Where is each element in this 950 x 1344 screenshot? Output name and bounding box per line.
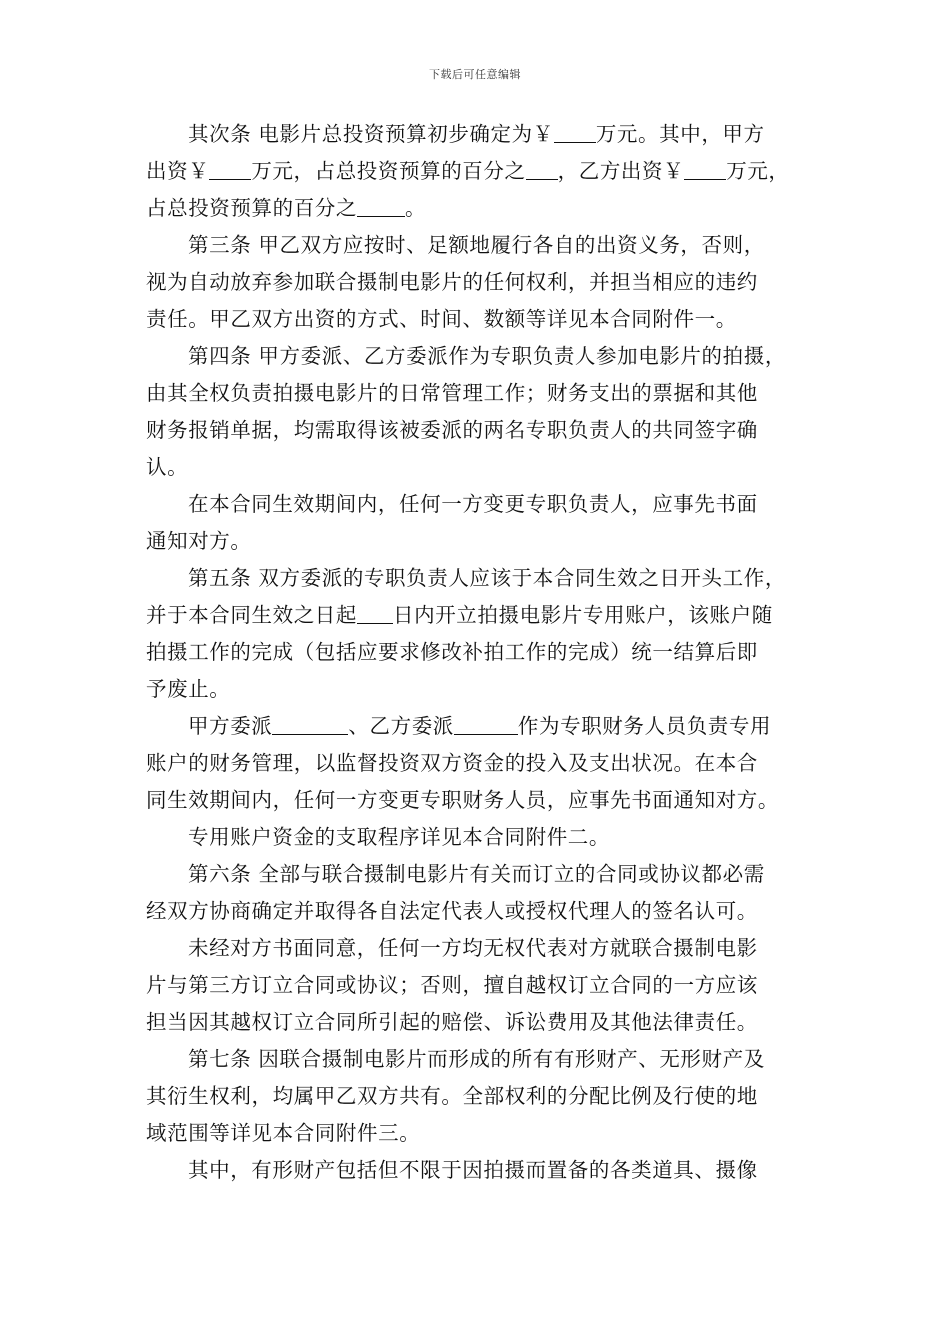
fill-in-blank [684,159,726,180]
text-line [146,745,806,782]
text-line [146,634,806,671]
text-line [146,1078,806,1115]
text-line [146,819,806,856]
text-segment: 、乙方委派 [348,714,454,738]
text-line [146,264,806,301]
text-segment: 予废止。 [146,677,231,701]
fill-in-blank [357,196,405,217]
text-line [146,301,806,338]
text-segment: 专用账户资金的支取程序详见本合同附件二。 [188,825,610,849]
text-line [146,523,806,560]
text-line [146,930,806,967]
text-segment: 万元。其中，甲方 [595,122,765,146]
text-segment: 财务报销单据，均需取得该被委派的两名专职负责人的共同签字确 [146,418,758,442]
text-line [146,560,806,597]
text-line [146,1004,806,1041]
text-line [146,671,806,708]
text-line [146,116,806,153]
text-segment: 第五条 双方委派的专职负责人应该于本合同生效之日开头工作， [188,566,786,590]
text-segment: ，乙方出资￥ [557,159,685,183]
text-line [146,412,806,449]
text-line [146,967,806,1004]
text-segment: 甲方委派 [188,714,273,738]
text-segment: 账户的财务管理，以监督投资双方资金的投入及支出状况。在本合 [146,751,758,775]
fill-in-blank [272,714,348,735]
text-segment: 未经对方书面同意，任何一方均无权代表对方就联合摄制电影 [188,936,758,960]
fill-in-blank [209,159,251,180]
text-segment: 同生效期间内，任何一方变更专职财务人员，应事先书面通知对方。 [146,788,779,812]
text-segment: 域范围等详见本合同附件三。 [146,1121,421,1145]
text-segment: 第四条 甲方委派、乙方委派作为专职负责人参加电影片的拍摄， [188,344,786,368]
text-segment: 占总投资预算的百分之 [146,196,357,220]
text-line [146,708,806,745]
document-body [146,116,806,1189]
text-line [146,1041,806,1078]
text-line [146,190,806,227]
text-line [146,856,806,893]
fill-in-blank [554,122,596,143]
fill-in-blank [357,603,393,624]
text-segment: 其衍生权利，均属甲乙双方共有。全部权利的分配比例及行使的地 [146,1084,758,1108]
fill-in-blank [526,159,558,180]
text-segment: 。 [405,196,427,220]
text-segment: 万元，占总投资预算的百分之 [251,159,526,183]
text-segment: 在本合同生效期间内，任何一方变更专职负责人，应事先书面 [188,492,758,516]
text-line [146,375,806,412]
text-segment: 认。 [146,455,189,479]
text-segment: 第六条 全部与联合摄制电影片有关而订立的合同或协议都必需 [188,862,765,886]
text-segment: 并于本合同生效之日起 [146,603,357,627]
text-segment: 日内开立拍摄电影片专用账户，该账户随 [393,603,773,627]
text-segment: 作为专职财务人员负责专用 [517,714,772,738]
text-segment: 视为自动放弃参加联合摄制电影片的任何权利，并担当相应的违约 [146,270,758,294]
text-segment: 出资￥ [146,159,210,183]
text-segment: 由其全权负责拍摄电影片的日常管理工作；财务支出的票据和其他 [146,381,758,405]
page-header: 下载后可任意编辑 [429,68,521,81]
text-line [146,153,806,190]
text-line [146,893,806,930]
text-segment: 担当因其越权订立合同所引起的赔偿、诉讼费用及其他法律责任。 [146,1010,758,1034]
text-line [146,1152,806,1189]
text-line [146,1115,806,1152]
text-segment: 片与第三方订立合同或协议；否则，擅自越权订立合同的一方应该 [146,973,758,997]
text-line [146,449,806,486]
text-segment: 其中，有形财产包括但不限于因拍摄而置备的各类道具、摄像 [188,1158,758,1182]
text-segment: 第七条 因联合摄制电影片而形成的所有有形财产、无形财产及 [188,1047,765,1071]
text-line [146,597,806,634]
text-line [146,782,806,819]
text-segment: 万元， [726,159,790,183]
text-segment: 通知对方。 [146,529,252,553]
text-line [146,227,806,264]
text-line [146,338,806,375]
fill-in-blank [454,714,518,735]
text-segment: 第三条 甲乙双方应按时、足额地履行各自的出资义务，否则， [188,233,765,257]
text-segment: 其次条 电影片总投资预算初步确定为￥ [188,122,554,146]
text-segment: 经双方协商确定并取得各自法定代表人或授权代理人的签名认可。 [146,899,758,923]
text-line [146,486,806,523]
text-segment: 责任。甲乙双方出资的方式、时间、数额等详见本合同附件一。 [146,307,737,331]
text-segment: 拍摄工作的完成（包括应要求修改补拍工作的完成）统一结算后即 [146,640,758,664]
